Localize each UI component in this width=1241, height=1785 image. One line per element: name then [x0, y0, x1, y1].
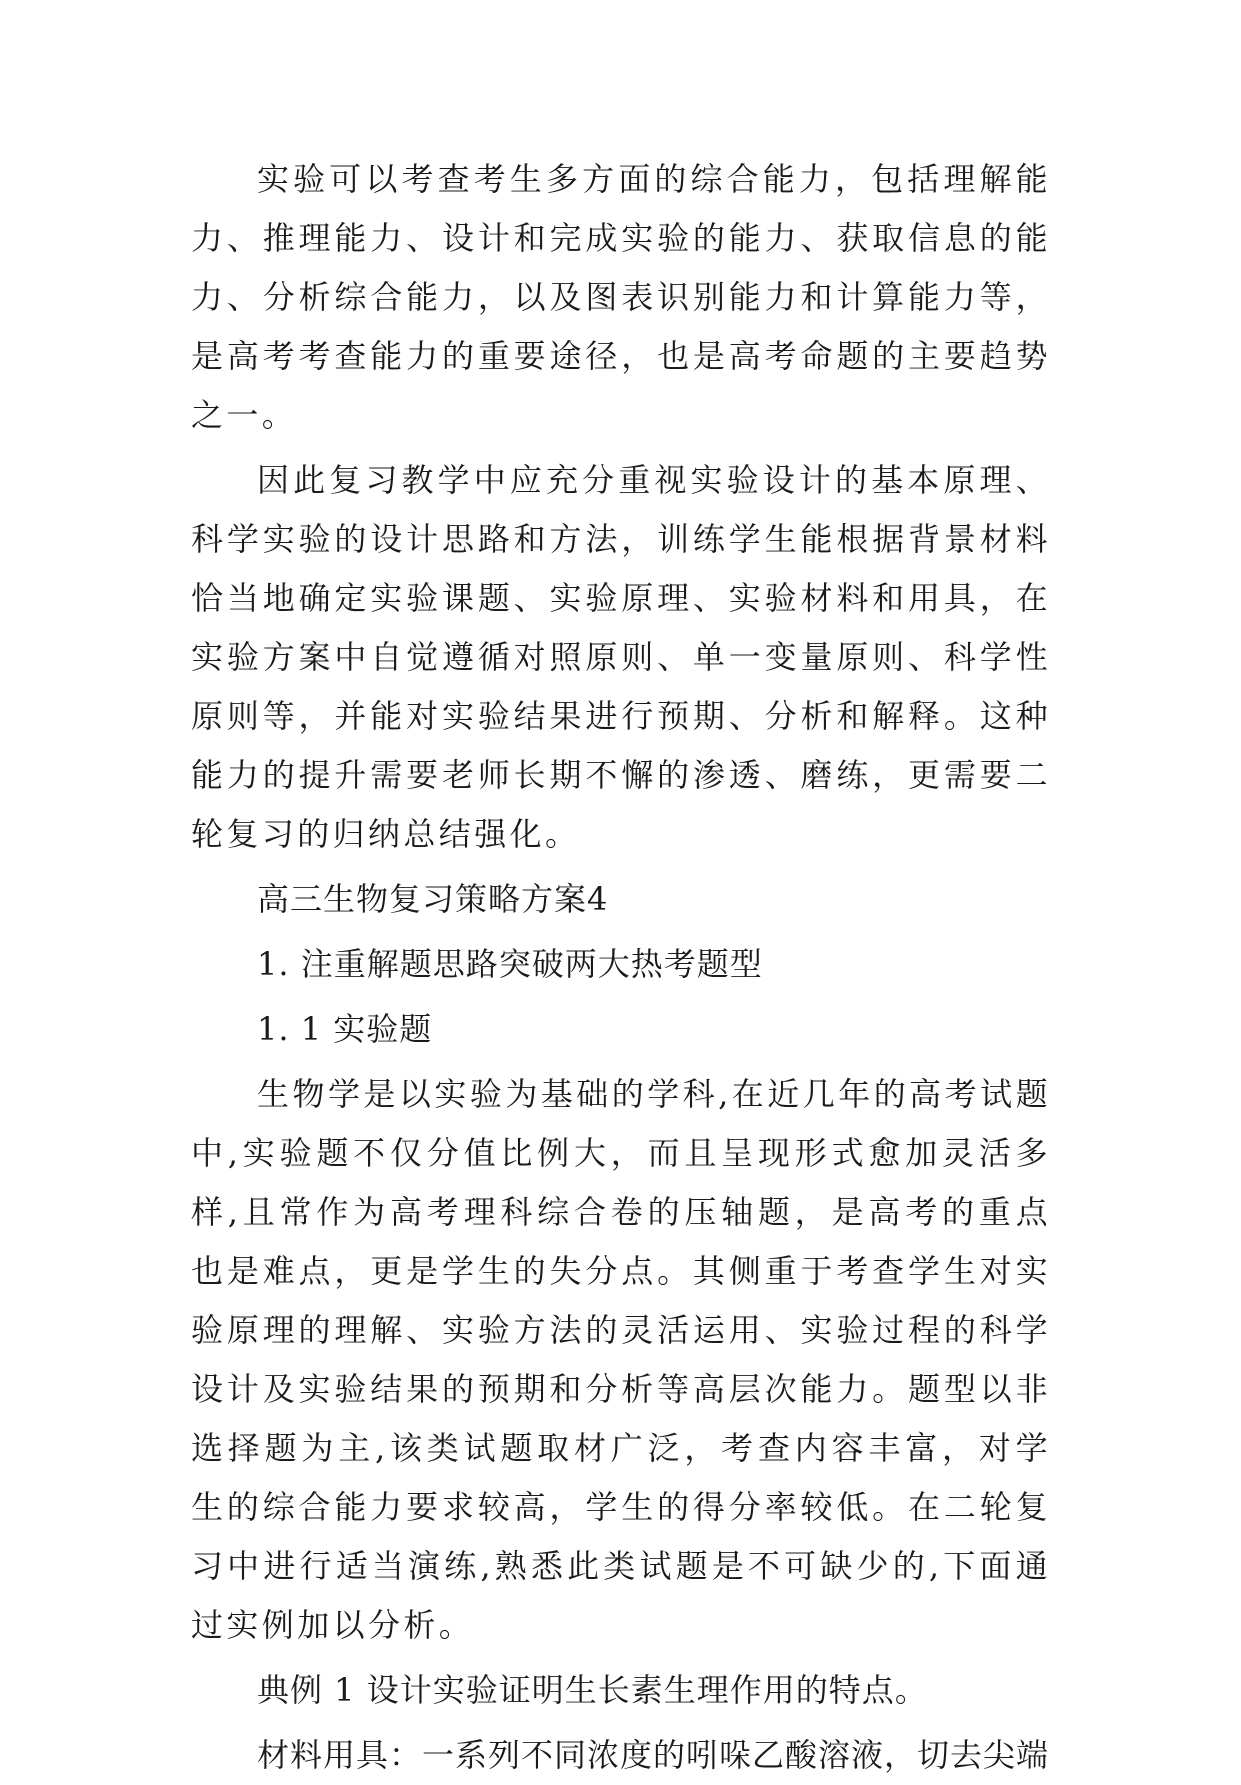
paragraph-review-teaching: 因此复习教学中应充分重视实验设计的基本原理、科学实验的设计思路和方法，训练学生能根据背景材料恰当地确定实验课题、实验原理、实验材料和用具，在实验方案中自觉遵循对照原则、单一变量原则、科学性原则等，并能对实验结果进行预期、分析和解释。这种能力的提升需要老师长期不懈的渗透、磨练，更需要二轮复习的归纳总结强化。	[191, 461, 1051, 853]
subheading-1: 1. 注重解题思路突破两大热考题型	[257, 945, 763, 983]
paragraph-biology-experiments: 生物学是以实验为基础的学科,在近几年的高考试题中,实验题不仅分值比例大，而且呈现形式愈加灵活多样,且常作为高考理科综合卷的压轴题，是高考的重点也是难点，更是学生的失分点。其侧重于考查学生对实验原理的理解、实验方法的灵活运用、实验过程的科学设计及实验结果的预期和分析等高层次能力。题型以非选择题为主,该类试题取材广泛，考查内容丰富，对学生的综合能力要求较高，学生的得分率较低。在二轮复习中进行适当演练,熟悉此类试题是不可缺少的,下面通过实例加以分析。	[191, 1075, 1051, 1644]
paragraph-experiment-ability: 实验可以考查考生多方面的综合能力，包括理解能力、推理能力、设计和完成实验的能力、获取信息的能力、分析综合能力，以及图表识别能力和计算能力等，是高考考查能力的重要途径，也是高考命题的主要趋势之一。	[191, 160, 1051, 434]
document-body	[191, 150, 1051, 1785]
example-heading: 典例 1 设计实验证明生长素生理作用的特点。	[257, 1671, 928, 1709]
section-heading: 高三生物复习策略方案4	[257, 880, 609, 918]
materials-line: 材料用具：一系列不同浓度的吲哚乙酸溶液，切去尖端	[257, 1736, 1050, 1774]
subheading-1-1: 1. 1 实验题	[257, 1010, 433, 1048]
